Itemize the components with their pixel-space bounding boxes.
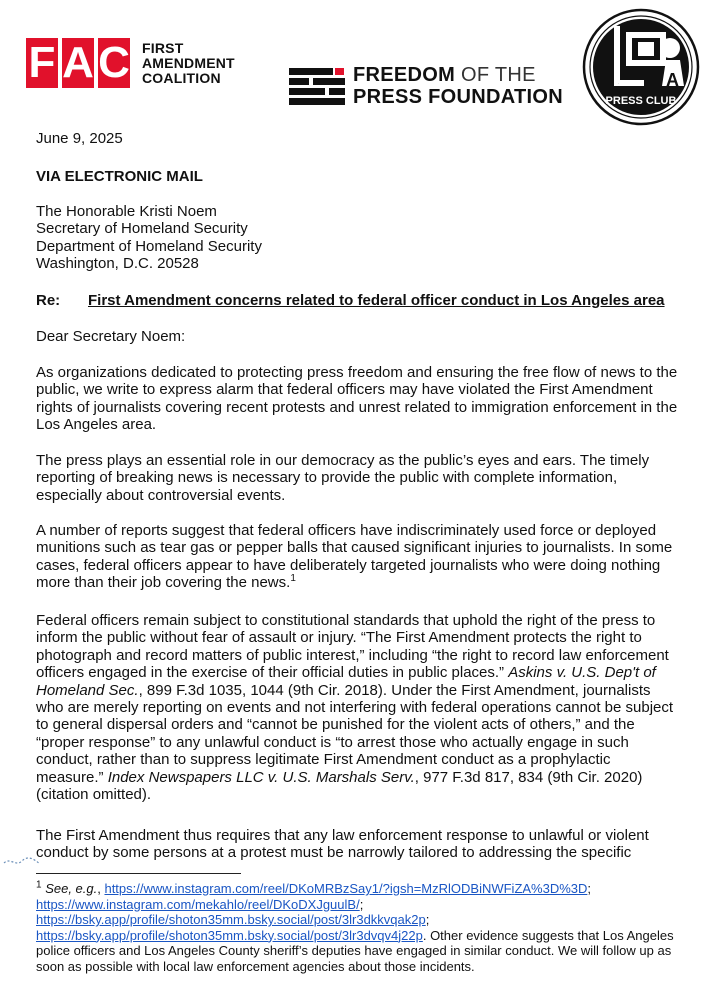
footnote-link[interactable]: https://bsky.app/profile/shoton35mm.bsky.social/post/3lr3dkkvqak2p (36, 912, 426, 927)
fac-logo (26, 38, 235, 88)
press-club-label: PRESS CLUB (605, 95, 677, 107)
address-line: The Honorable Kristi Noem (36, 203, 217, 220)
subject-label: Re: (36, 292, 61, 309)
paragraph-text: , 977 F.3d 817, 834 (9th Cir. 2020) (citation omitted). (36, 768, 643, 804)
fac-line: FIRST (142, 39, 184, 56)
footnote-number: 1 (36, 879, 42, 891)
subject-text: First Amendment concerns related to federal officer conduct in Los Angeles area (88, 292, 665, 309)
fac-letter-box (98, 38, 130, 88)
footnote-link[interactable]: https://www.instagram.com/mekahlo/reel/DKoDXJguulB/ (36, 896, 360, 912)
footnote-link[interactable]: https://www.instagram.com/reel/DKoMRBzSay1/?igsh=MzRlODBiNWFiZA%3D%3D (104, 881, 588, 896)
paragraph: The press plays an essential role in our democracy as the public’s eyes and ears. The timely reporting of breaking news is necessary to provide the public with complete information, especially about controversial events. (36, 452, 650, 504)
fac-wordmark (142, 41, 235, 86)
footnote: $^1$ See, e.g., https://www.instagram.com/reel/DKoMRBzSay1/?igsh=MzRlODBiNWFiZA%3D%3D; https://www.instagram.com/mekahlo/reel/DKoDXJguulB/; https://bsky.app/profile/shoton35mm.bsky.social/post/3lr3dkkvqak2p; https://bsky.app/profile/shoton35mm.bsky.social/post/3lr3dvqv4j22p. Other evidence suggests that Los Angeles police officers and Los Angeles County sheriff’s deputies have engaged in similar conduct. We will follow up as soon as possible with local law enforcement agencies about those incidents. (36, 879, 674, 974)
footnote-divider (36, 873, 241, 874)
fac-letter-f: F (28, 38, 56, 87)
salutation: Dear Secretary Noem: (36, 328, 186, 345)
fpf-word: OF THE (455, 64, 536, 86)
recipient-address (36, 203, 680, 273)
paragraph-text: Federal officers remain subject to constitutional standards that uphold the right of the press to inform the public without fear of assault or injury. “The First Amendment protects the right to photograph and record matters of public interest,” including “the right to record law enforcement officers engaged in the exercise of their official duties in public places.” (36, 612, 669, 682)
fpf-logo (289, 64, 563, 108)
fpf-word: FREEDOM (353, 64, 456, 86)
paragraph (36, 522, 680, 592)
address-line: Secretary of Homeland Security (36, 220, 248, 238)
fac-letter-a: A (62, 38, 94, 87)
fpf-bars-icon (289, 66, 345, 106)
footnote-link[interactable]: https://bsky.app/profile/shoton35mm.bsky.social/post/3lr3dvqv4j22p (36, 927, 423, 943)
paragraph-text: , 899 F.3d 1035, 1044 (9th Cir. 2018). Under the First Amendment, journalists who are merely reporting on events and not interfering with federal operations cannot be subject to general dispersal orders and “cannot be punished for the violent acts of others,” and the “proper response” to any unlawful conduct is “to arrest those who actually engage in such conduct, rather than to suppress legitimate First Amendment conduct as a prophylactic measure.” (36, 681, 674, 786)
fpf-line2: PRESS FOUNDATION (353, 86, 563, 108)
case-citation: Askins v. U.S. Dep't of Homeland Sec. (36, 664, 656, 699)
paragraph-text: A number of reports suggest that federal officers have indiscriminately used force or deployed munitions such as tear gas or pepper balls that caused significant injuries to journalists. In some cases, federal officers appear to have deliberately targeted journalists who were doing nothing more than their job covering the news. (36, 522, 673, 592)
fac-letter-c: C (98, 38, 130, 87)
fac-letter-box (62, 38, 94, 88)
la-press-club-logo (582, 8, 700, 126)
footnote-signal: See, e.g. (45, 881, 98, 896)
address-line: Department of Homeland Security (36, 237, 262, 255)
press-club-letter-l: L (618, 84, 619, 85)
footnote-text: . Other evidence suggests that Los Angeles police officers and Los Angeles County sheriff’s deputies have engaged in similar conduct. We will follow up as soon as possible with local law enforcement agencies about those incidents. (36, 927, 674, 974)
paragraph (36, 612, 680, 803)
case-citation: Index Newspapers LLC v. U.S. Marshals Serv. (107, 768, 415, 786)
address-line: Washington, D.C. 20528 (36, 255, 199, 273)
fac-line: AMENDMENT (142, 54, 235, 71)
paragraph: As organizations dedicated to protecting press freedom and ensuring the free flow of news to the public, we write to express alarm that federal officers may have violated the First Amendment rights of journalists covering recent protests and unrest related to immigration enforcement in the Los Angeles area. (36, 364, 678, 434)
letter-date: June 9, 2025 (36, 130, 123, 147)
fpf-wordmark (353, 64, 563, 108)
fac-letter-box (26, 38, 58, 88)
fac-line: COALITION (142, 69, 221, 86)
paragraph: The First Amendment thus requires that any law enforcement response to unlawful or violent conduct by some persons at a protest must be narrowly tailored to addressing the specific (36, 827, 649, 862)
delivery-method: VIA ELECTRONIC MAIL (36, 168, 203, 185)
pen-mark-icon (2, 855, 42, 869)
footnote-ref[interactable]: 1 (290, 573, 296, 585)
subject-line (36, 292, 680, 309)
press-club-letter-a: A (666, 70, 679, 90)
